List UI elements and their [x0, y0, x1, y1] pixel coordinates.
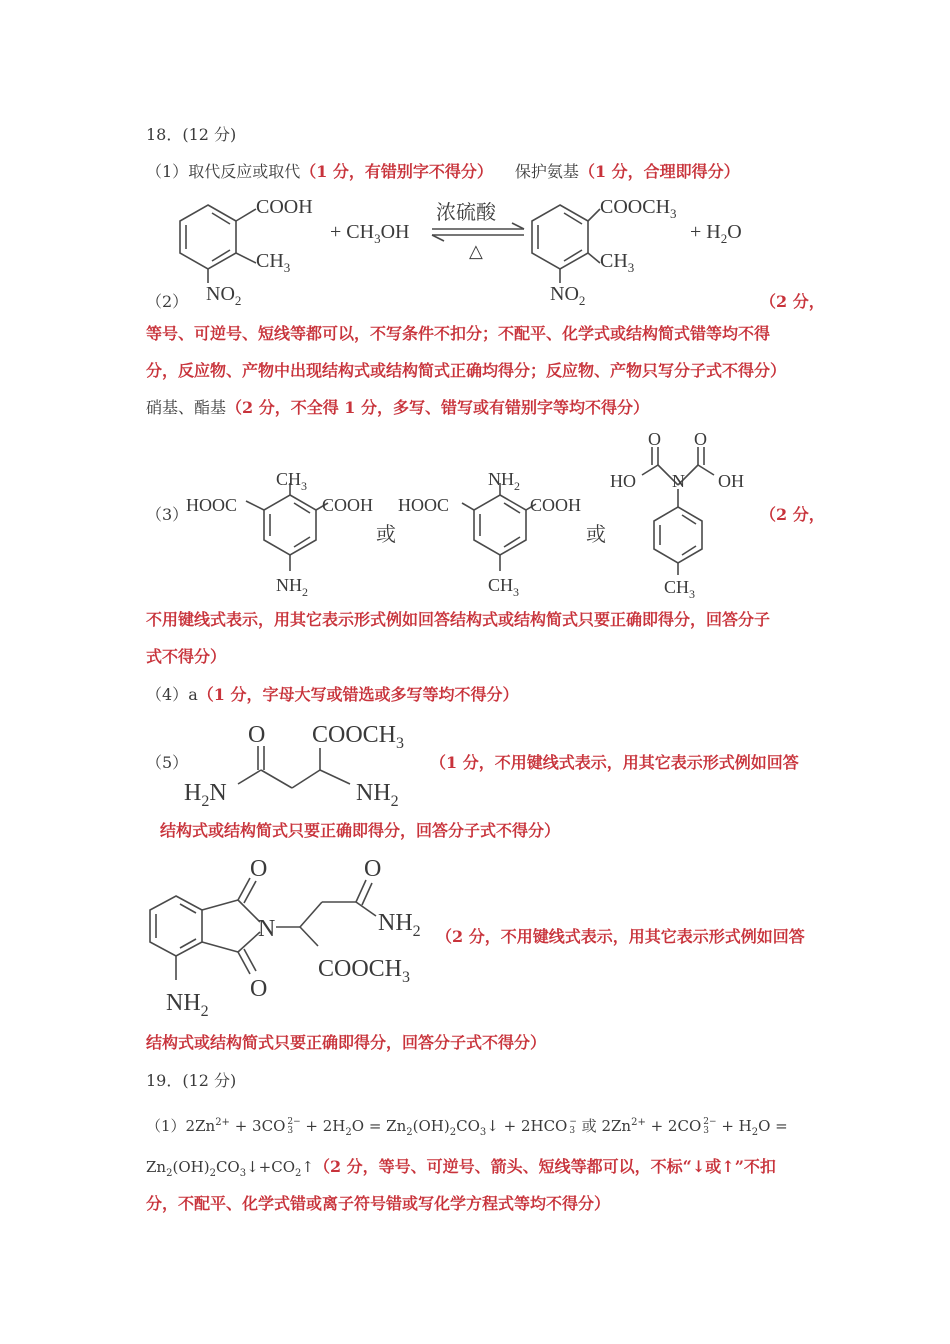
q19-part1-equation: $(1)2Zn^{2+} + 3CO$ 2− 3 + $2H_2O$ = $Zn_2(OH)_2CO_3↓ + 2HCO$ − 3 或 $2Zn^{2+} + 2CO$ 2− 3 + $H_2O$ = — [146, 1117, 788, 1138]
reaction-scheme — [140, 185, 820, 310]
part-number: （1） — [146, 162, 189, 181]
product-benzene-ring — [532, 205, 600, 283]
m1-nh2: $NH_2$ — [276, 575, 308, 599]
product-ch3: $CH_3$ — [600, 250, 635, 275]
scoring-note: 分，反应物、产物中出现结构式或结构简式正确均得分；反应物、产物只写分子式不得分） — [146, 361, 787, 380]
molecule-3 — [642, 447, 714, 575]
m3-ch3: $CH_3$ — [664, 577, 696, 600]
reactant-cooh: COOH — [256, 196, 313, 218]
or-text: 或 — [586, 524, 606, 546]
s2-o-top: O — [250, 856, 268, 882]
water: + $H_2O$ — [690, 221, 742, 246]
reactant-benzene-ring — [180, 205, 256, 283]
s1-o: O — [248, 722, 266, 748]
q19-part1-line2: $Zn_2(OH)_2CO_3↓+CO_2↑(2$ 分，等号、可逆号、箭头、短线等都可以，不标“↓或↑”不扣 — [146, 1157, 776, 1179]
condition-heat: △ — [469, 241, 483, 261]
part-number: （1） — [146, 1117, 186, 1135]
answer-text: 取代反应或取代 — [188, 162, 301, 181]
scoring-note: 结构式或结构简式只要正确即得分，回答分子式不得分） — [146, 1033, 547, 1052]
m2-hooc: HOOC — [398, 495, 450, 515]
product-cooch3: $COOCH_3$ — [600, 196, 677, 221]
answer-text: 保护氨基 — [514, 162, 579, 181]
s2-nh2-amide: $NH_2$ — [378, 910, 421, 940]
part-number: （4） — [146, 685, 189, 704]
q18-part1 — [146, 161, 740, 183]
scoring-note: （1 分，合理即得分） — [578, 162, 740, 181]
q18-header: 18．(12 分) — [146, 125, 237, 144]
q18-part4 — [146, 684, 518, 706]
scoring-note: （2 分， — [760, 292, 825, 311]
molecule-2 — [462, 483, 536, 571]
m3-o-right: O — [694, 429, 707, 449]
condition-acid: 浓硫酸 — [436, 202, 496, 224]
molecule-1 — [246, 483, 328, 571]
scoring-note: （1 分，字母大写或错选或多写等均不得分） — [197, 685, 519, 704]
s1-nh2: $NH_2$ — [356, 780, 399, 810]
s2-o-amide: O — [364, 856, 382, 882]
scoring-note: （2 分，不用键线式表示，用其它表示形式例如回答 — [436, 927, 805, 946]
scoring-note: （2 分，等号、可逆号、箭头、短线等都可以，不标“↓或↑”不扣 — [313, 1157, 776, 1176]
m1-hooc: HOOC — [186, 495, 238, 515]
reversible-arrow — [432, 223, 524, 241]
m3-o-left: O — [648, 429, 661, 449]
m3-n: N — [672, 471, 685, 491]
answer-text: 硝基、酯基 — [146, 398, 227, 417]
s2-n: N — [258, 916, 276, 942]
q18-part3-number: （3） — [146, 505, 189, 524]
m2-cooh: COOH — [530, 495, 582, 515]
answer-text: a — [188, 685, 198, 704]
m2-ch3: $CH_3$ — [488, 575, 520, 599]
s1-cooch3: $COOCH_3$ — [312, 722, 405, 752]
m2-nh2: $NH_2$ — [488, 469, 520, 493]
part3-structures — [180, 425, 760, 600]
s1-h2n: $H_2N$ — [184, 780, 227, 810]
scoring-note: （2 分， — [760, 505, 825, 524]
m1-cooh: COOH — [322, 495, 374, 515]
or-text: 或 — [376, 524, 396, 546]
s2-nh2-amine: $NH_2$ — [166, 990, 209, 1020]
s2-cooch3: $COOCH_3$ — [318, 956, 411, 986]
part5-structure-1 — [180, 712, 430, 812]
m1-ch3: $CH_3$ — [276, 469, 308, 493]
methanol: + $CH_3OH$ — [330, 221, 410, 246]
q18-part5-number: （5） — [146, 753, 189, 772]
product-no2: $NO_2$ — [550, 283, 586, 308]
q18-part2-groups — [146, 397, 649, 419]
scoring-note: （1 分，有错别字不得分） — [300, 162, 493, 181]
m3-oh: OH — [718, 471, 744, 491]
reactant-ch3: $CH_3$ — [256, 250, 291, 275]
scoring-note: 分，不配平、化学式错或离子符号错或写化学方程式等均不得分） — [146, 1194, 611, 1213]
q19-header: 19．(12 分) — [146, 1071, 237, 1090]
scoring-note: （2 分，不全得 1 分，多写、错写或有错别字等均不得分） — [226, 398, 649, 417]
scoring-note: 等号、可逆号、短线等都可以，不写条件不扣分；不配平、化学式或结构简式错等均不得 — [146, 324, 771, 343]
s2-o-bottom: O — [250, 976, 268, 1002]
scoring-note: 不用键线式表示，用其它表示形式例如回答结构式或结构简式只要正确即得分，回答分子 — [146, 610, 771, 629]
reactant-no2: $NO_2$ — [206, 283, 242, 308]
scoring-note: 式不得分） — [146, 647, 227, 666]
scoring-note: （1 分，不用键线式表示，用其它表示形式例如回答 — [430, 753, 799, 772]
m3-ho: HO — [610, 471, 636, 491]
part5-structure-2 — [140, 850, 440, 1020]
q18-part2-number: （2） — [146, 292, 189, 311]
scoring-note: 结构式或结构简式只要正确即得分，回答分子式不得分） — [160, 821, 561, 840]
